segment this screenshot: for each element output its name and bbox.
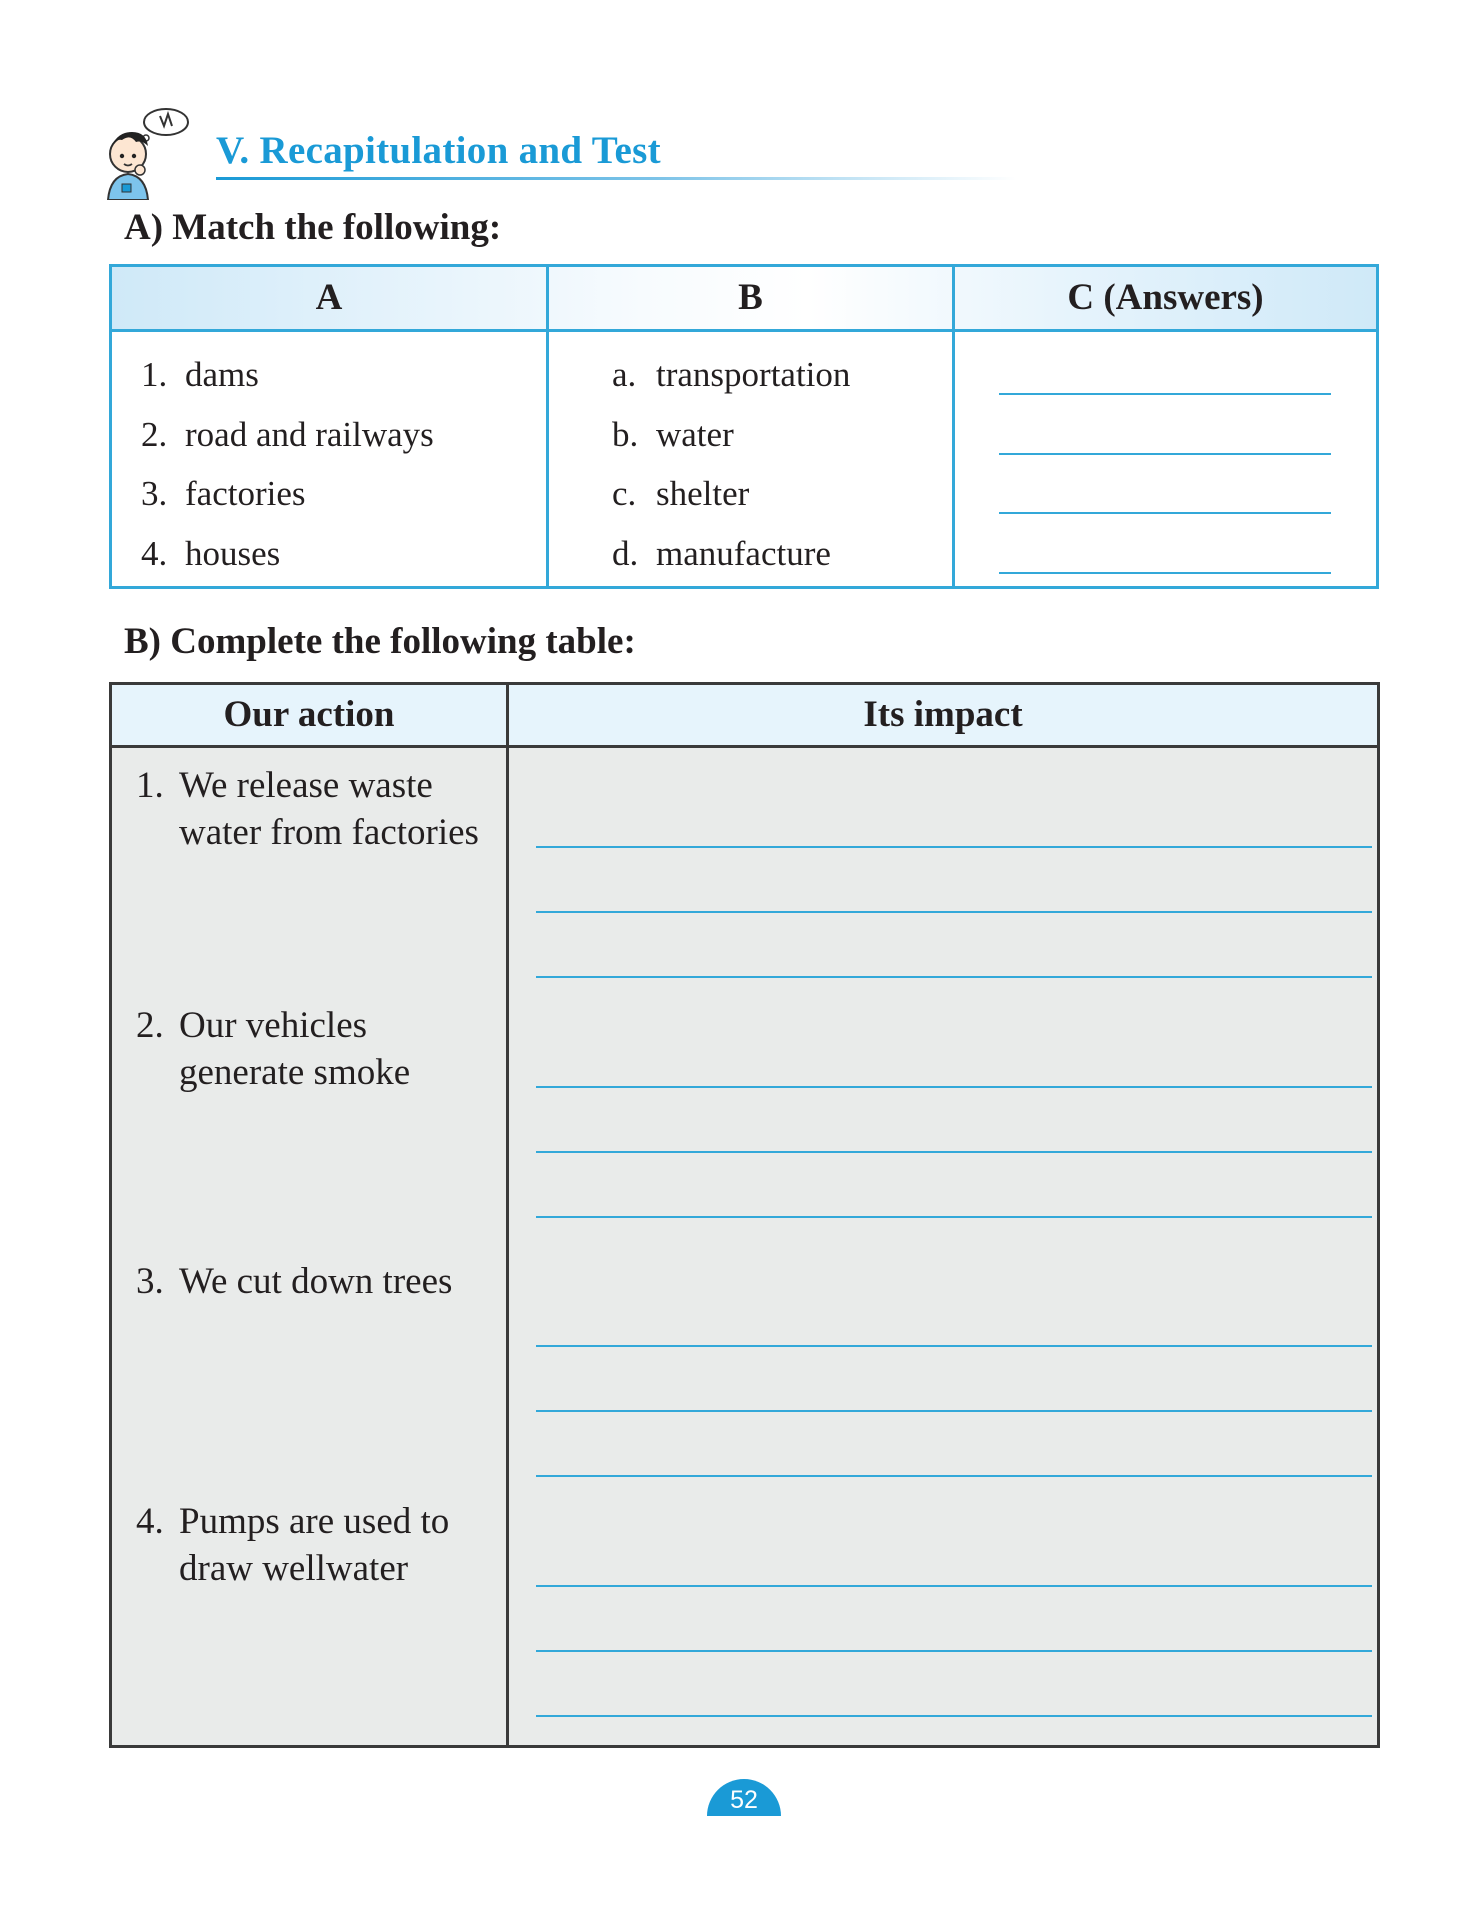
writing-line[interactable] [536, 1151, 1372, 1153]
answer-line[interactable] [999, 572, 1331, 574]
match-table [109, 264, 1379, 589]
writing-line[interactable] [536, 1216, 1372, 1218]
column-a-header: A [315, 277, 343, 318]
writing-line[interactable] [536, 1585, 1372, 1587]
list-item: d. manufacture [612, 534, 831, 573]
its-impact-header: Its impact [863, 694, 1023, 735]
page-number: 52 [707, 1779, 781, 1816]
answer-line[interactable] [999, 393, 1331, 395]
title-underline [216, 177, 1016, 180]
writing-line[interactable] [536, 846, 1372, 848]
column-b-header: B [738, 277, 763, 318]
list-item: c. shelter [612, 474, 750, 513]
list-item: 1. dams [141, 355, 259, 394]
list-item: 4. houses [141, 534, 281, 573]
our-action-header: Our action [223, 694, 395, 735]
column-divider [546, 267, 549, 586]
action-item: 3. We cut down trees [136, 1261, 453, 1302]
match-table-header [112, 267, 1376, 332]
column-divider [952, 267, 955, 586]
complete-table [109, 682, 1380, 1748]
writing-line[interactable] [536, 1086, 1372, 1088]
section-title: V. Recapitulation and Test [216, 129, 661, 172]
list-item: 2. road and railways [141, 415, 434, 454]
action-item: 1. We release waste water from factories [136, 765, 479, 853]
complete-table-heading: B) Complete the following table: [124, 621, 636, 662]
list-item: a. transportation [612, 355, 851, 394]
answer-line[interactable] [999, 512, 1331, 514]
writing-line[interactable] [536, 1650, 1372, 1652]
writing-line[interactable] [536, 976, 1372, 978]
writing-line[interactable] [536, 1475, 1372, 1477]
writing-line[interactable] [536, 1715, 1372, 1717]
column-c-header: C (Answers) [1067, 277, 1264, 318]
writing-line[interactable] [536, 1410, 1372, 1412]
writing-line[interactable] [536, 911, 1372, 913]
column-divider [506, 685, 509, 1745]
action-item: 2. Our vehicles generate smoke [136, 1005, 411, 1093]
list-item: b. water [612, 415, 734, 454]
complete-table-header [112, 685, 1377, 748]
answer-line[interactable] [999, 453, 1331, 455]
writing-line[interactable] [536, 1345, 1372, 1347]
thinking-boy-icon [100, 104, 196, 200]
match-heading: A) Match the following: [124, 207, 502, 248]
list-item: 3. factories [141, 474, 306, 513]
action-item: 4. Pumps are used to draw wellwater [136, 1501, 450, 1589]
